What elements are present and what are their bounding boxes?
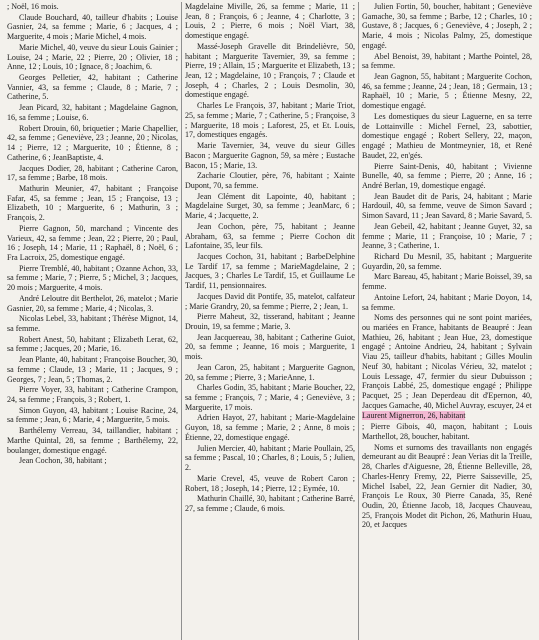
paragraph: Antoine Lefort, 24, habitant ; Marie Doyon, 14, sa femme. xyxy=(362,292,532,312)
paragraph: Georges Pelletier, 42, habitant ; Catherine Vannier, 43, sa femme ; Claude, 8 ; Marie, 7 ; Catherine, 5. xyxy=(7,73,178,102)
paragraph: Richard Du Mesnil, 35, habitant ; Marguerite Guyardin, 20, sa femme. xyxy=(362,251,532,271)
paragraph: Zacharie Cloutier, père, 76, habitant ; Xainte Dupont, 70, sa femme. xyxy=(185,171,355,190)
paragraph: Marie Michel, 40, veuve du sieur Louis Gainier ; Louise, 24 ; Marie, 22 ; Pierre, 20 ; Olivier, 18 ; Anne, 12 ; Louis, 10 ; Ignace, 8 ; Joachim, 6. xyxy=(7,42,178,72)
paragraph: Charles Godin, 35, habitant ; Marie Boucher, 22, sa femme ; François, 7 ; Marie, 4 ; Geneviève, 3 ; Marguerite, 17 mois. xyxy=(185,383,355,412)
paragraph: Massé-Joseph Gravelle dit Brindelièvre, 50, habitant ; Marguerite Tavernier, 39, sa femme ; Pierre, 19 ; Allain, 15 ; Marguerite et Elizabeth, 13 ; Jean, 12 ; Magdelaine, 10 ; François, 7 ; Claude et Joseph, 4 ; Charles, 2 ; Louis Desmolin, 30, domestique engagé. xyxy=(185,41,355,100)
column-1 xyxy=(4,2,181,640)
paragraph: Noms et surnoms des travaillants non engagés demeurant au dit Beaupré : Jean Verias dit la Treille, 28, Charles d'Aiguesne, 28, Étienne Belleville, 28, Charles-Henry Fremy, 22, Pierre Saisseville, 25, Michel Isabel, 22, Jean Gernier dit Nadier, 30, François Le Roux, 30 Pierre Canada, 35, René Oudin, 20, Étienne Jacob, 18, Jacques Chauveau, 25, François Modet dit Pichon, 26, Mathurin Huau, 20, et Jacques xyxy=(362,442,532,530)
highlighted-text: Laurent Mignerron, 26, habitant xyxy=(362,411,466,421)
paragraph: Pierre Tremblé, 40, habitant ; Ozanne Achon, 33, sa femme ; Marie, 7 ; Pierre, 5 ; Michel, 3 ; Jacques, 20 mois ; Marguerite, 4 mois. xyxy=(7,263,178,293)
column-2 xyxy=(181,2,358,640)
paragraph: Pierre Voyer, 33, habitant ; Catherine Crampon, 24, sa femme ; François, 3 ; Robert, 1. xyxy=(7,385,178,405)
paragraph: Jean Plante, 40, habitant ; Françoise Boucher, 30, sa femme ; Claude, 13 ; Marie, 11 ; Jacques, 9 ; Georges, 7 ; Jean, 5 ; Thomas, 2. xyxy=(7,355,179,384)
paragraph: Jean Gebeil, 42, habitant ; Jeanne Guyet, 32, sa femme ; Marie, 11 ; Françoise, 10 ; Marie, 7 ; Jeanne, 3 ; Catherine, 1. xyxy=(362,221,532,251)
paragraph: Julien Mercier, 40, habitant ; Marie Poullain, 25, sa femme ; Pascal, 10 ; Charles, 8 ; Louis, 5 ; Julien, 2. xyxy=(185,443,355,473)
paragraph: Pierre Maheut, 32, tisserand, habitant ; Jeanne Drouin, 19, sa femme ; Marie, 3. xyxy=(185,312,355,331)
paragraph: Robert Drouin, 60, briquetier ; Marie Chapellier, 42, sa femme ; Geneviève, 23 ; Jeanne, 20 ; Nicolas, 14 ; Pierre, 12 ; Marguerite, 10 ; Étienne, 8 ; Catherine, 6 ; JeanBaptiste, 4. xyxy=(7,123,178,162)
paragraph: Jean Picard, 32, habitant ; Magdelaine Gagnon, 16, sa femme ; Louise, 6. xyxy=(7,103,178,122)
paragraph: Barthélemy Verreau, 34, taillandier, habitant ; Marthe Quintal, 28, sa femme ; Barthélemy, 22, boulanger, domestique engagé. xyxy=(7,426,178,455)
paragraph: Mathurin Meunier, 47, habitant ; Françoise Fafar, 45, sa femme ; Jean, 15 ; Françoise, 13 ; Elizabeth, 10 ; Marguerite, 6 ; Mathurin, 3 ; François, 2. xyxy=(7,183,178,223)
paragraph: Jean Caron, 25, habitant ; Marguerite Gagnon, 20, sa femme ; Pierre, 3 ; MarieAnne, 1. xyxy=(185,362,355,382)
paragraph: ; Noël, 16 mois. xyxy=(7,2,59,11)
paragraph: Mathurin Chaillé, 30, habitant ; Catherine Barré, 27, sa femme ; Claude, 6 mois. xyxy=(185,494,355,513)
paragraph: Adrien Hayot, 27, habitant ; Marie-Magdelaine Guyon, 18, sa femme ; Marie, 2 ; Anne, 8 mois ; Étienne, 22, domestique engagé. xyxy=(185,413,355,442)
paragraph: Pierre Saint-Denis, 40, habitant ; Vivienne Bunelle, 40, sa femme ; Pierre, 20 ; Anne, 16 ; André Berlan, 19, domestique engagé. xyxy=(362,161,532,190)
paragraph: Jean Jacquereau, 38, habitant ; Catherine Guiot, 20, sa femme ; Jeanne, 16 mois ; Marguerite, 1 mois. xyxy=(185,332,355,362)
paragraph: ; Pierre Gibois, 40, maçon, habitant ; Louis Marthellot, 28, boucher, habitant. xyxy=(362,422,532,441)
paragraph: Magdelaine Miville, 26, sa femme ; Marie, 11 ; Jean, 8 ; François, 6 ; Jeanne, 4 ; Charlotte, 3 ; Louis, 2 ; Pierre, 6 mois ; Noël Viart, 38, domestique engagé. xyxy=(185,2,355,41)
paragraph: Jean Gagnon, 55, habitant ; Marguerite Cochon, 46, sa femme ; Jeanne, 24 ; Jean, 18 ; Germain, 13 ; Raphaël, 10 ; Marie, 5 ; Étienne Mesny, 22, domestique engagé. xyxy=(362,72,532,111)
paragraph: Pierre Gagnon, 50, marchand ; Vincente des Varieux, 42, sa femme ; Jean, 22 ; Pierre, 20 ; Paul, 16 ; Joseph, 14 ; Marie, 11 ; Raphaël, 8 ; Noël, 6 ; Fra Lacroix, 25, domestique engagé. xyxy=(7,223,178,262)
paragraph: André Leloutre dit Berthelot, 26, matelot ; Marie Gasnier, 20, sa femme ; Marie, 4 ; Nicolas, 3. xyxy=(7,293,178,313)
paragraph: Jacques Cochon, 31, habitant ; BarbeDelphine Le Tardif 17, sa femme ; MarieMagdelaine, 2 ; Jacques, 3 ; Charles Le Tardif, 15, et Guillaume Le Tardif, 11, pensionnaires. xyxy=(185,251,355,291)
column-3 xyxy=(358,2,535,640)
paragraph: Marie Tavernier, 34, veuve du sieur Gilles Bacon ; Marguerite Gagnon, 59, sa mère ; Eustache Bacon, 15 ; Marie, 13. xyxy=(185,141,355,170)
paragraph xyxy=(362,411,532,421)
paragraph: Jean Cochon, 38, habitant ; xyxy=(19,456,107,466)
paragraph: Les domestiques du sieur Laguerne, en sa terre de Lottainville : Michel Fernel, 23, sabottier, domestique engagé ; Robert Sellery, 22, maçon, engagé ; Mathieu de Montmeynier, 18, et René Baudet, 22, en'gés. xyxy=(362,111,532,160)
paragraph: Jean Cochon, père, 75, habitant ; Jeanne Abraham, 63, sa femme ; Pierre Cochon dit Lafontaine, 35, leur fils. xyxy=(185,221,355,251)
paragraph: Jacques Dodier, 28, habitant ; Catherine Caron, 17, sa femme ; Barbe, 18 mois. xyxy=(7,163,178,183)
paragraph: Jean Clément dit Lapointe, 40, habitant ; Magdelaine Surget, 30, sa femme ; JeanMarc, 6 ; Marie, 4 ; Jacquette, 2. xyxy=(185,191,355,221)
paragraph: Marie Crevel, 45, veuve de Robert Caron ; Robert, 18 ; Joseph, 14 ; Pierre, 12 ; Eymée, 10. xyxy=(185,473,355,493)
paragraph: Robert Anest, 50, habitant ; Elizabeth Lerat, 62, sa femme ; Jacques, 20 ; Marie, 16. xyxy=(7,334,178,354)
paragraph: Charles Le François, 37, habitant ; Marie Triot, 25, sa femme ; Marie, 7 ; Catherine, 5 ; Françoise, 3 ; Marguerite, 18 mois ; Laforest, 25, et Et. Louis, 17, domestiques engagés. xyxy=(185,101,355,140)
paragraph: Marc Bareau, 45, habitant ; Marie Boissel, 39, sa femme. xyxy=(362,272,532,292)
paragraph: Nicolas Lebel, 33, habitant ; Thérèse Mignot, 14, sa femme. xyxy=(7,314,178,333)
paragraph: Jean Baudet dit de Paris, 24, habitant ; Marie Hardouil, 40, sa femme, veuve de Simon Savard ; Simon Savard, 11 ; Jean Savard, 8 ; Marie Savard, 5. xyxy=(362,191,532,221)
paragraph: Claude Bouchard, 40, tailleur d'habits ; Louise Gasnier, 24, sa femme ; Marie, 6 ; Jacques, 4 ; Marguerite, 4 mois ; Marie Michel, 4 mois. xyxy=(7,12,178,42)
paragraph: Noms des personnes qui ne sont point mariées, ou mariées en France, habitants de Beaupré : Jean Mathieu, 26, habitant ; Jean Hue, 23, domestique engagé ; Antoine Andrieu, 24, habitant ; Sylvain Viau 25, tailleur d'habits, habitant ; Gilles Moulin Neuf 30, habitant ; Nicolas Vérieu, 32, matelot ; Louis Lessage, 47, fermier du sieur Dubuisson ; François Labbé, 25, domestique engagé ; Philippe Pacquet, 25 ; Jean Deperdeau dit d'Epernon, 40, Jacques Gamache, 40, Michel Auvray, escuyer, 24 et xyxy=(362,313,532,410)
paragraph: Jacques David dit Pontife, 35, matelot, calfateur ; Marie Grandry, 20, sa femme ; Pierre, 2 ; Jean, 1. xyxy=(185,291,355,311)
paragraph: Abel Benoist, 39, habitant ; Marthe Pointel, 28, sa femme. xyxy=(362,51,532,71)
paragraph: Julien Fortin, 50, boucher, habitant ; Geneviève Gamache, 30, sa femme ; Barbe, 12 ; Charles, 10 ; Gustave, 8 ; Jacques, 6 ; Geneviève, 4 ; Joseph, 2 ; Marie, 4 mois ; Nicolas Palmy, 25, domestique engagé. xyxy=(362,2,532,50)
paragraph: Simon Guyon, 43, habitant ; Louise Racine, 24, sa femme ; Jean, 6 ; Marie, 4 ; Marguerite, 5 mois. xyxy=(7,405,178,425)
